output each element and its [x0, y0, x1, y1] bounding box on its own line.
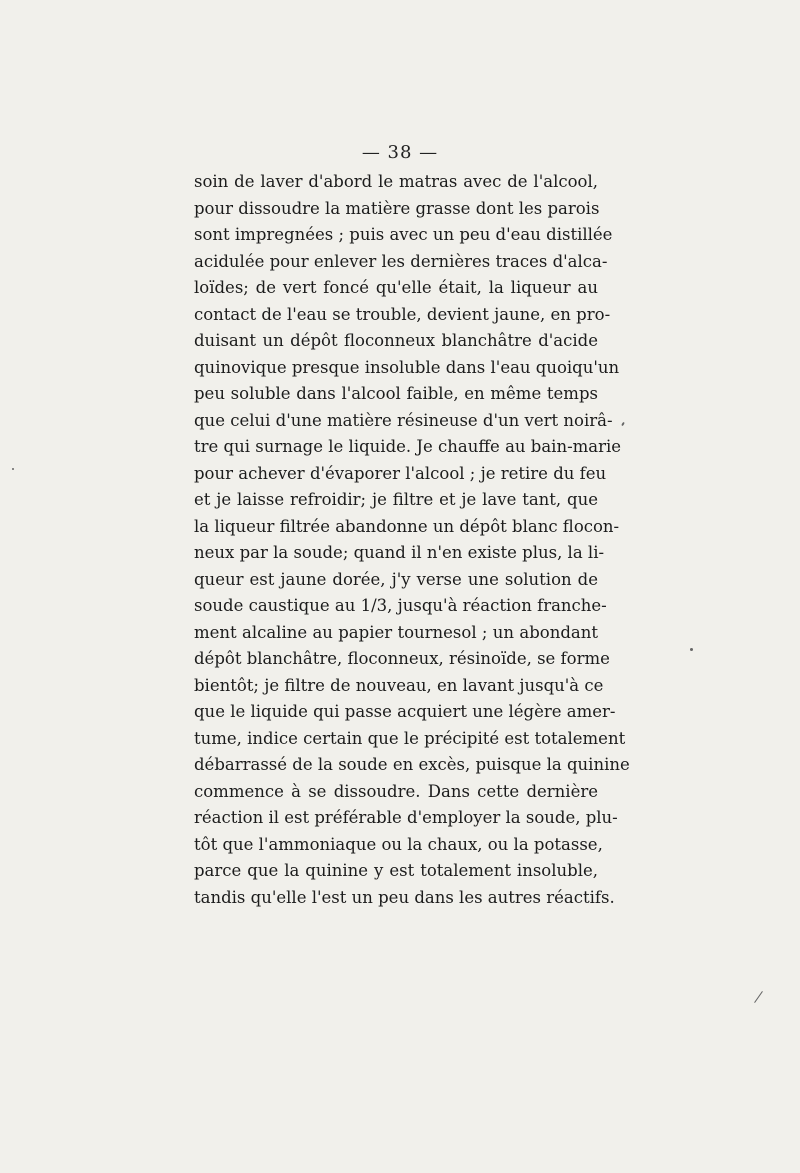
scan-speck	[690, 648, 693, 651]
text-line: tre qui surnage le liquide. Je chauffe au bain-marie	[194, 437, 622, 456]
text-line: bientôt; je filtre de nouveau, en lavant jusqu'à ce	[194, 675, 604, 695]
text-line: dépôt blanchâtre, floconneux, résinoïde, se forme	[194, 649, 610, 668]
text-line: et je laisse refroidir; je filtre et je lave tant, que	[194, 490, 598, 509]
text-line: la liqueur filtrée abandonne un dépôt blanc flocon-	[194, 516, 620, 536]
text-line: queur est jaune dorée, j'y verse une solution de	[194, 569, 598, 589]
text-line: quinovique presque insoluble dans l'eau quoiqu'un	[194, 357, 620, 377]
text-line: commence à se dissoudre. Dans cette dernière	[194, 781, 598, 801]
scan-speck	[754, 991, 763, 1003]
text-line: tume, indice certain que le précipité est totalement	[194, 728, 626, 748]
text-line: ment alcaline au papier tournesol ; un abondant	[194, 622, 598, 642]
text-line: neux par la soude; quand il n'en existe plus, la li-	[194, 543, 605, 562]
text-line: acidulée pour enlever les dernières traces d'alca-	[194, 251, 608, 271]
text-line: que celui d'une matière résineuse d'un vert noirâ-	[194, 410, 613, 430]
text-line: soin de laver d'abord le matras avec de l'alcool,	[194, 172, 598, 191]
text-line: que le liquide qui passe acquiert une légère amer-	[194, 702, 616, 721]
text-line: duisant un dépôt floconneux blanchâtre d'acide	[194, 331, 598, 350]
text-line-last: tandis qu'elle l'est un peu dans les autres réactifs.	[194, 887, 615, 907]
text-line: contact de l'eau se trouble, devient jaune, en pro-	[194, 304, 611, 324]
text-line: réaction il est préférable d'employer la soude, plu-	[194, 808, 618, 827]
body-text	[194, 169, 630, 911]
text-line: peu soluble dans l'alcool faible, en même temps	[194, 384, 598, 403]
scan-speck	[621, 422, 625, 426]
text-line: parce que la quinine y est totalement insoluble,	[194, 861, 598, 880]
page-number: — 38 —	[361, 142, 439, 163]
scan-speck	[12, 468, 14, 470]
text-line: soude caustique au 1/3, jusqu'à réaction franche-	[194, 596, 607, 615]
text-line: loïdes; de vert foncé qu'elle était, la liqueur au	[194, 278, 598, 297]
text-line: sont impregnées ; puis avec un peu d'eau distillée	[194, 225, 613, 244]
text-line: débarrassé de la soude en excès, puisque la quinine	[194, 755, 630, 774]
text-line: pour achever d'évaporer l'alcool ; je retire du feu	[194, 463, 607, 483]
text-line: pour dissoudre la matière grasse dont les parois	[194, 198, 600, 218]
text-line: tôt que l'ammoniaque ou la chaux, ou la potasse,	[194, 834, 603, 854]
